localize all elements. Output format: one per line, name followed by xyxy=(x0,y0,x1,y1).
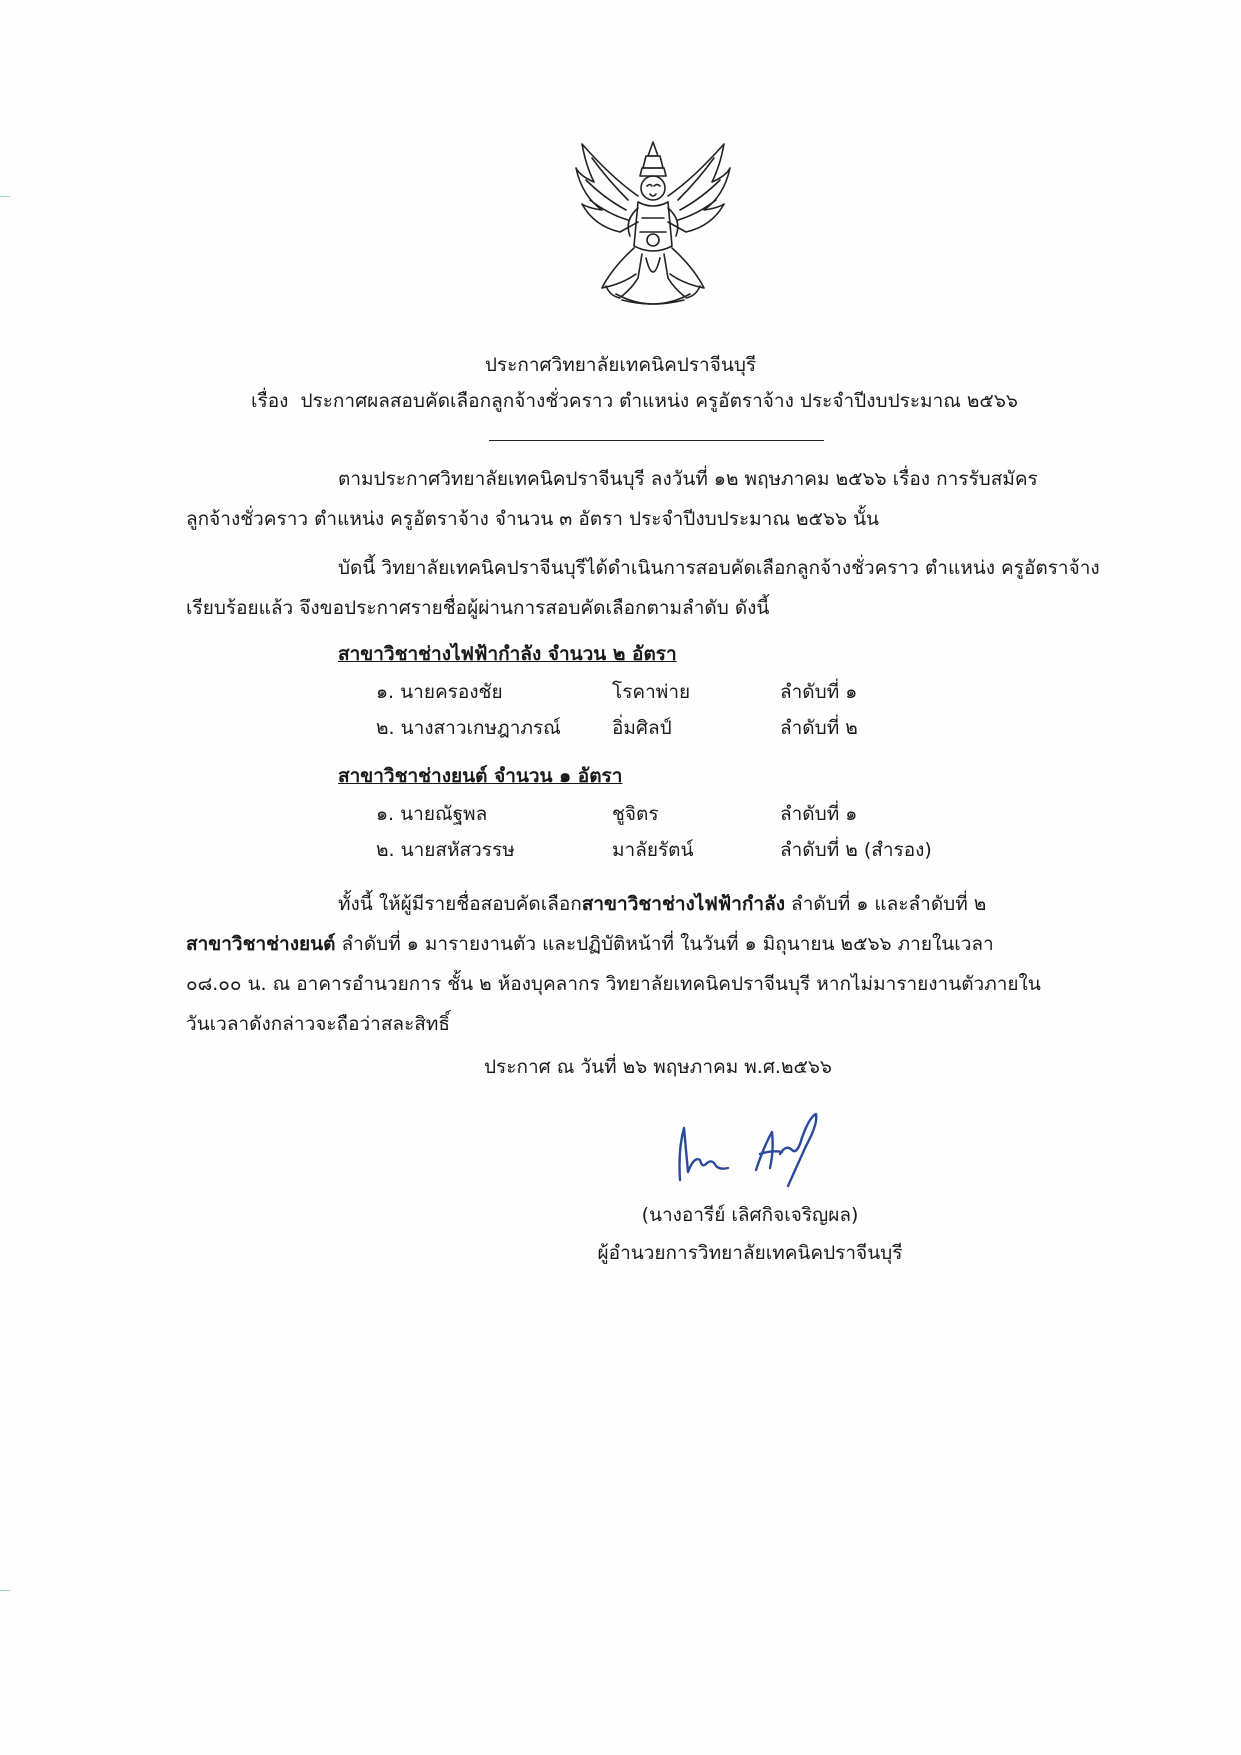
candidate-row xyxy=(376,677,1076,707)
handwritten-signature xyxy=(668,1110,838,1190)
paragraph-line: ลูกจ้างชั่วคราว ตำแหน่ง ครูอัตราจ้าง จำนวน ๓ อัตรา ประจำปีงบประมาณ ๒๕๖๖ นั้น xyxy=(186,508,880,530)
subject-text: ประกาศผลสอบคัดเลือกลูกจ้างชั่วคราว ตำแหน่ง ครูอัตราจ้าง ประจำปีงบประมาณ ๒๕๖๖ xyxy=(300,390,1018,412)
candidate-rank: ลำดับที่ ๑ xyxy=(780,803,858,825)
candidate-name: ๒. นางสาวเกษฎาภรณ์ xyxy=(376,717,561,739)
scan-edge-mark xyxy=(0,196,10,197)
paragraph-reporting-instructions xyxy=(186,884,1126,1044)
candidate-name: ๑. นายณัฐพล xyxy=(376,803,488,825)
candidate-name: ๑. นายครองชัย xyxy=(376,681,503,703)
candidate-surname: มาลัยรัตน์ xyxy=(612,839,694,861)
candidate-name: ๒. นายสหัสวรรษ xyxy=(376,839,515,861)
paragraph-line: เรียบร้อยแล้ว จึงขอประกาศรายชื่อผู้ผ่านการสอบคัดเลือกตามลำดับ ดังนี้ xyxy=(186,597,770,619)
document-title: ประกาศวิทยาลัยเทคนิคปราจีนบุรี xyxy=(484,354,757,376)
section-heading-electrical: สาขาวิชาช่างไฟฟ้ากำลัง จำนวน ๒ อัตรา xyxy=(338,643,677,665)
candidate-rank: ลำดับที่ ๑ xyxy=(780,681,858,703)
candidate-rank: ลำดับที่ ๒ (สำรอง) xyxy=(780,839,932,861)
title-divider xyxy=(489,440,824,441)
paragraph-announcement xyxy=(186,548,1126,628)
candidate-surname: โรคาพ่าย xyxy=(612,681,691,703)
subject-label: เรื่อง xyxy=(251,390,289,412)
document-subject xyxy=(0,387,1241,415)
candidate-row xyxy=(376,835,1076,865)
garuda-emblem-icon xyxy=(572,138,734,310)
candidate-surname: อิ่มศิลป์ xyxy=(612,717,672,739)
scan-edge-mark xyxy=(0,1590,10,1591)
paragraph-line: สาขาวิชาช่างยนต์ ลำดับที่ ๑ มารายงานตัว และปฏิบัติหน้าที่ ในวันที่ ๑ มิถุนายน ๒๕๖๖ ภายในเวลา xyxy=(186,933,994,955)
candidate-surname: ชูจิตร xyxy=(612,803,659,825)
signer-title: ผู้อำนวยการวิทยาลัยเทคนิคปราจีนบุรี xyxy=(597,1242,903,1264)
candidate-row xyxy=(376,713,1076,743)
paragraph-line: ตามประกาศวิทยาลัยเทคนิคปราจีนบุรี ลงวันที่ ๑๒ พฤษภาคม ๒๕๖๖ เรื่อง การรับสมัคร xyxy=(338,468,1038,490)
candidate-row xyxy=(376,799,1076,829)
paragraph-line: ๐๘.๐๐ น. ณ อาคารอำนวยการ ชั้น ๒ ห้องบุคลากร วิทยาลัยเทคนิคปราจีนบุรี หากไม่มารายงานตัวภายใน xyxy=(186,973,1041,995)
candidate-rank: ลำดับที่ ๒ xyxy=(780,717,858,739)
section-heading-automotive: สาขาวิชาช่างยนต์ จำนวน ๑ อัตรา xyxy=(338,765,623,787)
paragraph-line: บัดนี้ วิทยาลัยเทคนิคปราจีนบุรีได้ดำเนินการสอบคัดเลือกลูกจ้างชั่วคราว ตำแหน่ง ครูอัตราจ้าง xyxy=(338,557,1100,579)
paragraph-line: วันเวลาดังกล่าวจะถือว่าสละสิทธิ์ xyxy=(186,1013,450,1035)
paragraph-line: ทั้งนี้ ให้ผู้มีรายชื่อสอบคัดเลือกสาขาวิชาช่างไฟฟ้ากำลัง ลำดับที่ ๑ และลำดับที่ ๒ xyxy=(338,893,987,915)
paragraph-reference xyxy=(186,459,1126,539)
announcement-date: ประกาศ ณ วันที่ ๒๖ พฤษภาคม พ.ศ.๒๕๖๖ xyxy=(484,1056,832,1078)
signer-name: (นางอารีย์ เลิศกิจเจริญผล) xyxy=(641,1204,859,1226)
